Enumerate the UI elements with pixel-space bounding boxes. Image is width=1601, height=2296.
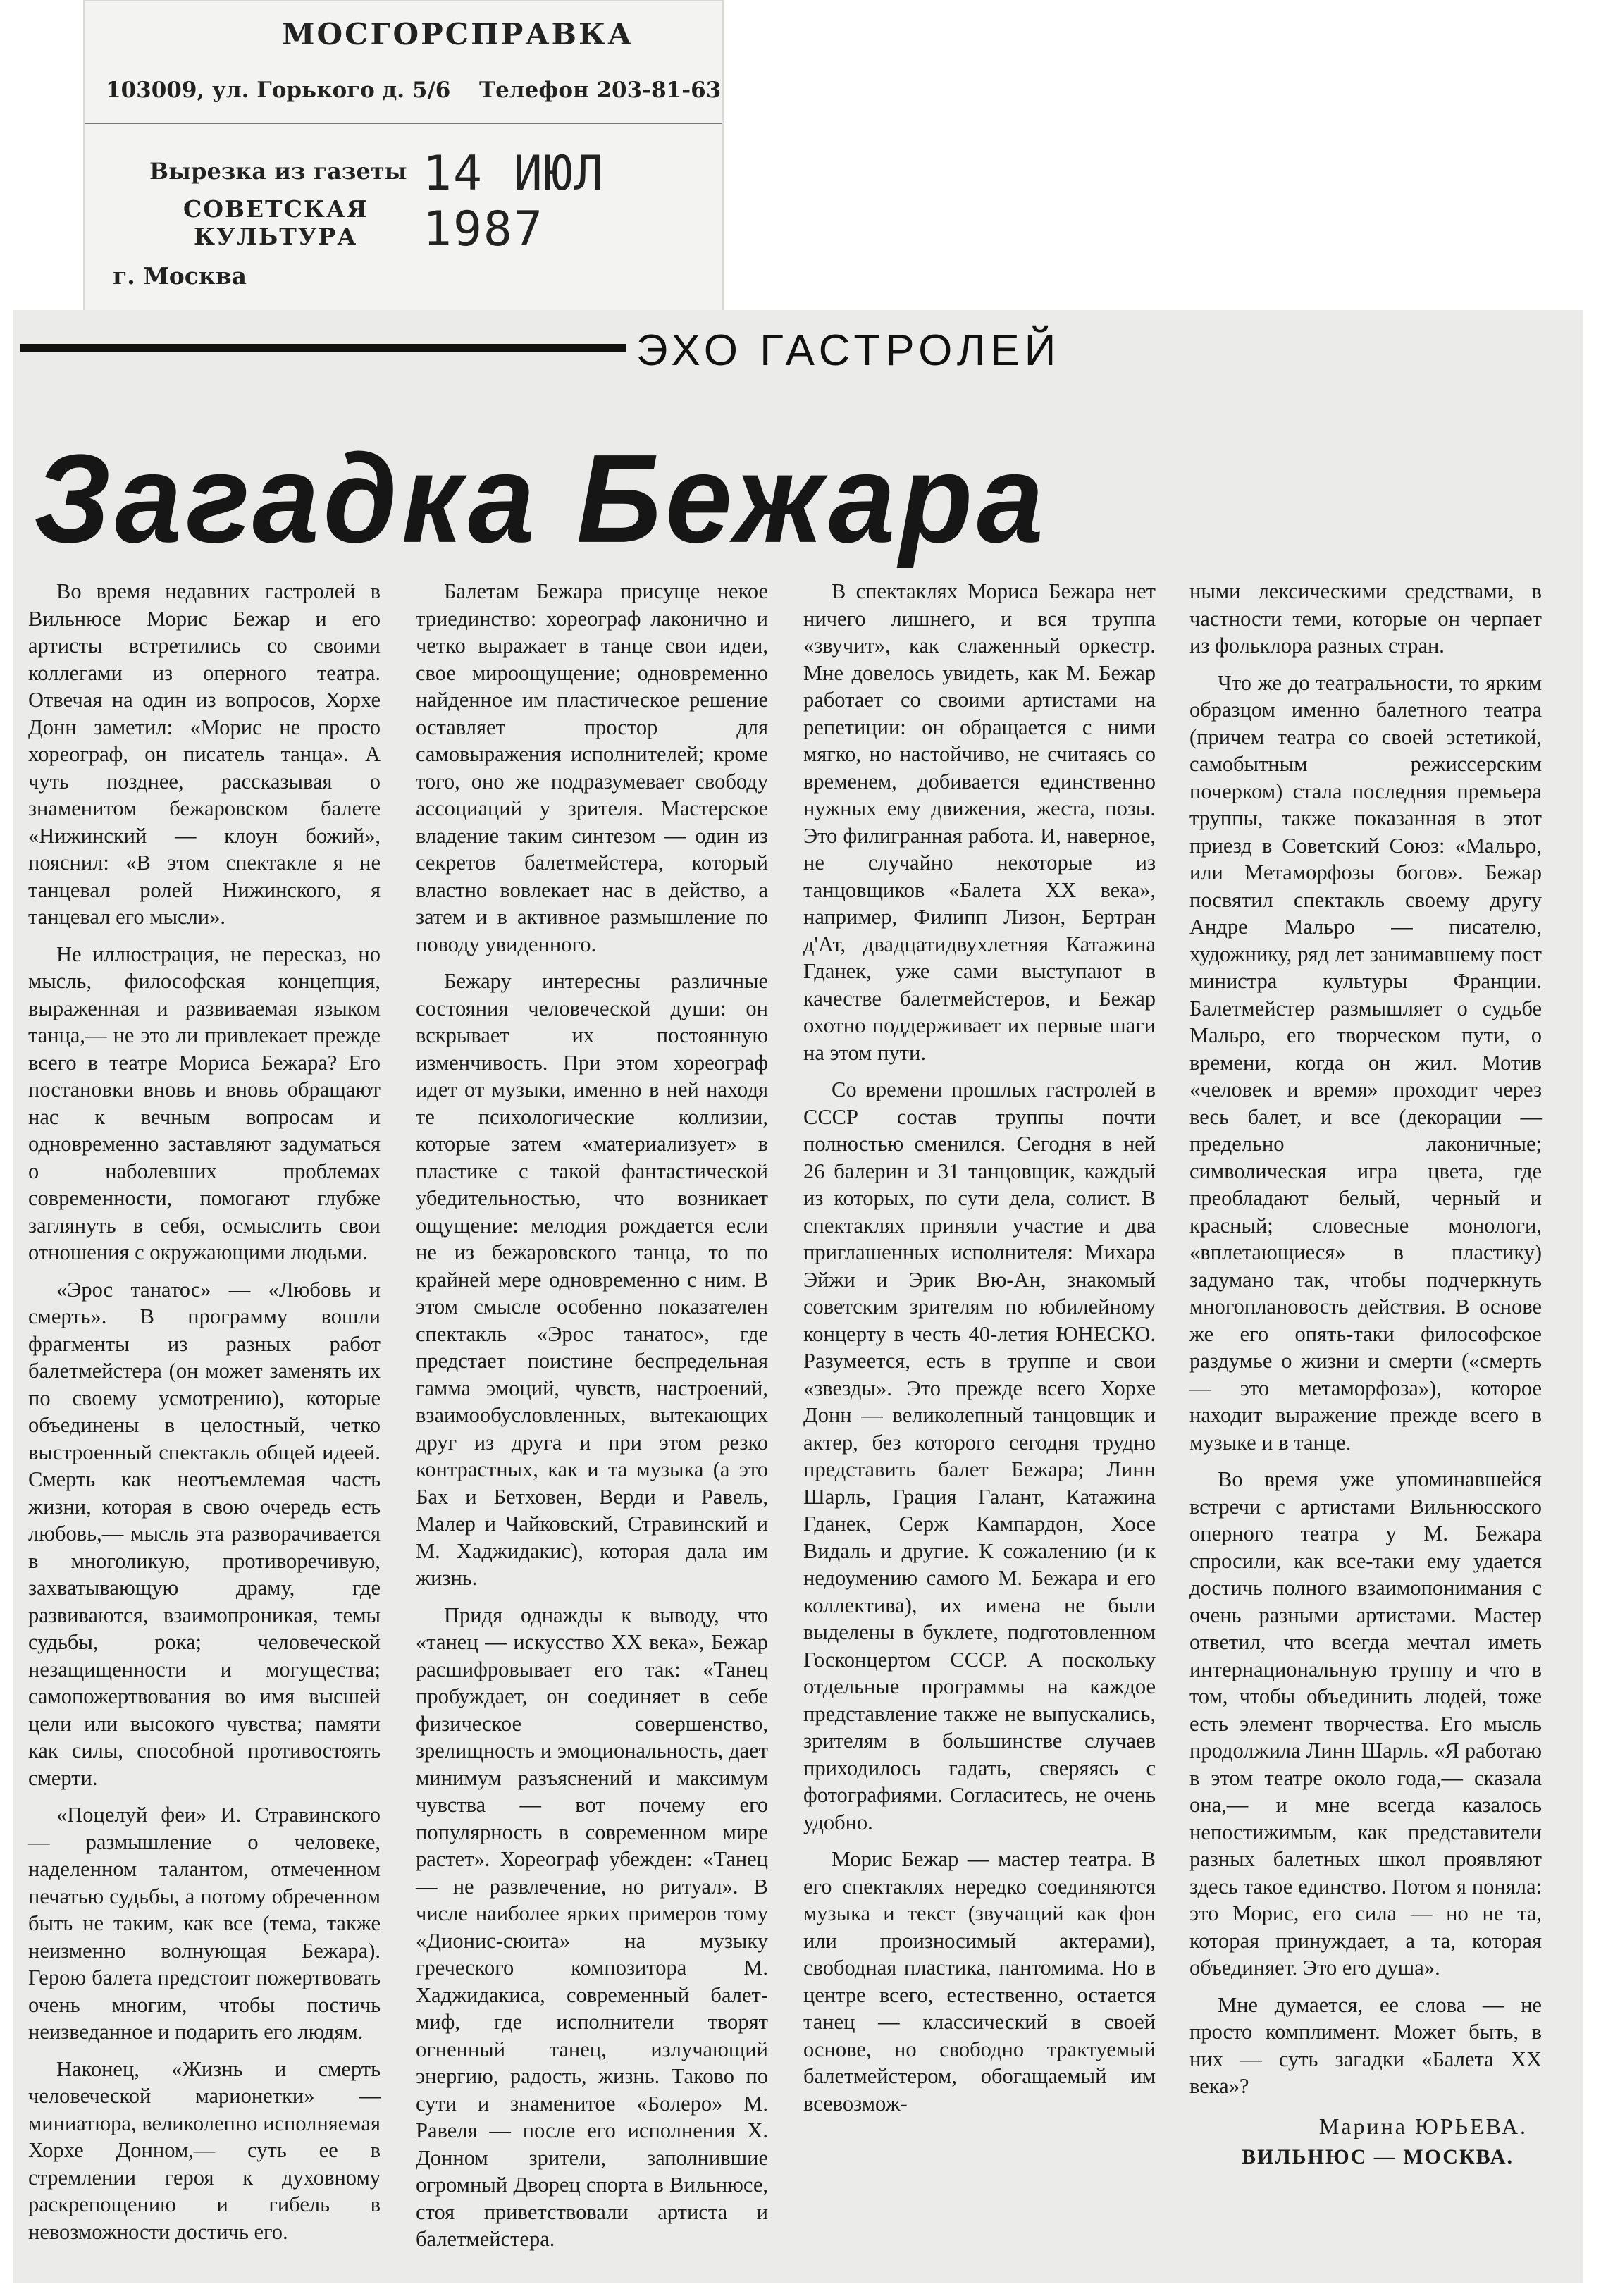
- article-column-2: [416, 578, 768, 2263]
- rubric: ЭХО ГАСТРОЛЕЙ: [636, 326, 1061, 375]
- stamp-divider: [85, 123, 722, 124]
- paragraph: ными лексическими средствами, в частности теми, которые он черпает из фольклора разных стран.: [1189, 579, 1542, 658]
- paragraph: «Эрос танатос» — «Любовь и смерть». В программу вошли фрагменты из разных работ балетмейстера (он может заменять их по своему усмотрению), которые объединены в целостный, четко выстроенный спектакль общей идеей. Смерть как неотъемлемая часть жизни, которая в свою очередь есть любовь,— мысль эта разворачивается в многоликую, противоречивую, захватывающую драму, где развиваются, взаимопроникая, темы судьбы, рока; человеческой незащищенности и могущества; самопожертвования во имя высшей цели или высокого чувства; памяти как силы, способной противостоять смерти.: [28, 1277, 381, 1790]
- article-column-4: [1189, 578, 1542, 2171]
- stamp-phone: Телефон 203-81-63: [479, 78, 722, 103]
- dateline-place: ВИЛЬНЮС — МОСКВА.: [1241, 2145, 1514, 2168]
- stamp-organization: МОСГОРСПРАВКА: [282, 17, 634, 51]
- author-byline: Марина ЮРЬЕВА.: [1318, 2113, 1528, 2139]
- article-column-3: [803, 578, 1156, 2127]
- stamp-newspaper-name-line2: КУЛЬТУРА: [194, 223, 358, 250]
- paragraph: «Поцелуй феи» И. Стравинского — размышление о человеке, наделенном талантом, отмеченном печатью судьбы, а потому обреченном быть не таким, как все (тема, также неизменно волнующая Бежара). Герою балета предстоит пожертвовать очень многим, чтобы постичь неизведанное и подарить его людям.: [28, 1803, 381, 2044]
- paragraph: Мне думается, ее слова — не просто комплимент. Может быть, в них — суть загадки «Балета XX века»?: [1189, 1992, 1542, 2098]
- paragraph: В спектаклях Мориса Бежара нет ничего лишнего, и вся труппа «звучит», как слаженный оркестр. Мне довелось увидеть, как М. Бежар работает со своими артистами на репетиции: он обращается с ними мягко, но настойчиво, не считаясь со временем, добивается единственно нужных ему движения, жеста, позы. Это филигранная работа. И, наверное, не случайно некоторые из танцовщиков «Балета XX века», например, Филипп Лизон, Бертран д'Ат, двадцатидвухлетняя Катажина Гданек, уже сами выступают в качестве балетмейстеров, и Бежар охотно поддерживает их первые шаги на этом пути.: [803, 579, 1156, 1065]
- archive-stamp: [83, 0, 724, 316]
- paragraph: Придя однажды к выводу, что «танец — искусство XX века», Бежар расшифровывает его так: «Танец пробуждает, он соединяет в себе физическое совершенство, зрелищность и эмоциональность, дает минимум разъяснений и максимум чувства — вот почему его популярность в современном мире растет». Хореограф убежден: «Танец — не развлечение, но ритуал». В числе наиболее ярких примеров тому «Дионис-сюита» на музыку греческого композитора М. Хаджидакиса, современный балет-миф, где исполнители творят огненный танец, излучающий энергию, радость, жизнь. Таково по сути и знаменитое «Болеро» М. Равеля — после его исполнения Х. Донном зрители, заполнившие огромный Дворец спорта в Вильнюсе, стоя приветствовали артиста и балетмейстера.: [416, 1603, 768, 2251]
- paragraph: Морис Бежар — мастер театра. В его спектаклях нередко соединяются музыка и текст (звучащий как фон или произносимый актерами), свободная пластика, пантомима. Но в центре всего, естественно, остается танец — классический в своей основе, но свободно трактуемый балетмейстером, обогащаемый им всевозмож-: [803, 1847, 1156, 2116]
- rubric-rule: [20, 344, 626, 352]
- stamp-city: г. Москва: [113, 262, 247, 290]
- paragraph: Со времени прошлых гастролей в СССР состав труппы почти полностью сменился. Сегодня в ней 26 балерин и 31 танцовщик, каждый из которых, по сути дела, солист. В спектаклях приняли участие и два приглашенных исполнителя: Михара Эйжи и Эрик Вю-Ан, знакомый советским зрителям по юбилейному концерту в честь 40-летия ЮНЕСКО. Разумеется, есть в труппе и свои «звезды». Это прежде всего Хорхе Донн — великолепный танцовщик и актер, без которого сегодня трудно представить балет Бежара; Линн Шарль, Грация Галант, Катажина Гданек, Серж Кампардон, Хосе Видаль и другие. К сожалению (и к недоумению самого М. Бежара и его коллектива), их имена не были выделены в буклете, подготовленном Госконцертом СССР. А поскольку отдельные программы на каждое представление также не выпускались, зрителям в большинстве случаев приходилось гадать, сверяясь с фотографиями. Согласитесь, не очень удобно.: [803, 1078, 1156, 1834]
- paragraph: Во время недавних гастролей в Вильнюсе Морис Бежар и его артисты встретились со своими коллегами из оперного театра. Отвечая на один из вопросов, Хорхе Донн заметил: «Морис не просто хореограф, он писатель танца». А чуть позднее, рассказывая о знаменитом бежаровском балете «Нижинский — клоун божий», пояснил: «В этом спектакле я не танцевал ролей Нижинского, я танцевал его мысли».: [28, 579, 381, 929]
- paragraph: Балетам Бежара присуще некое триединство: хореограф лаконично и четко выражает в танце свои идеи, свое мироощущение; одновременно найденное им пластическое решение оставляет простор для самовыражения исполнителей; кроме того, оно же подразумевает свободу ассоциаций у зрителя. Мастерское владение таким синтезом — один из секретов балетмейстера, который властно вовлекает нас в действо, а затем и в активное размышление по поводу увиденного.: [416, 579, 768, 956]
- article-column-1: [28, 578, 381, 2255]
- article-headline: Загадка Бежара: [34, 428, 1048, 569]
- stamp-address: 103009, ул. Горького д. 5/6: [106, 78, 451, 103]
- stamp-clipping-label: Вырезка из газеты: [149, 158, 407, 185]
- stamp-newspaper-name-line1: СОВЕТСКАЯ: [183, 195, 369, 223]
- paragraph: Бежару интересны различные состояния человеческой души: он вскрывает их постоянную изменчивость. При этом хореограф идет от музыки, именно в ней находя те психологические коллизии, которые затем «материализует» в пластике с такой фантастической убедительностью, что возникает ощущение: мелодия рождается если не из бежаровского танца, то по крайней мере одновременно с ним. В этом смысле особенно показателен спектакль «Эрос танатос», где предстает поистине беспредельная гамма эмоций, чувств, настроений, взаимообусловленных, вытекающих друг из друга и при этом резко контрастных, как и та музыка (а это Бах и Бетховен, Верди и Равель, Малер и Чайковский, Стравинский и М. Хаджидакис), которая дала им жизнь.: [416, 969, 768, 1590]
- paragraph: Не иллюстрация, не пересказ, но мысль, философская концепция, выраженная и развиваемая языком танца,— не это ли привлекает прежде всего в театре Мориса Бежара? Его постановки вновь и вновь обращают нас к вечным вопросам и одновременно заставляют задуматься о наболевших проблемах современности, помогают глубже заглянуть в себя, осмыслить свои отношения с окружающими людьми.: [28, 942, 381, 1264]
- stamp-date: 14 ИЮЛ 1987: [423, 146, 605, 257]
- newspaper-clipping: [13, 310, 1583, 2283]
- paragraph: Во время уже упоминавшейся встречи с артистами Вильнюсского оперного театра у М. Бежара спросили, как все-таки ему удается достичь полного взаимопонимания с очень разными артистами. Мастер ответил, что всегда мечтал иметь интернациональную труппу и что в том, чтобы объединить людей, тоже есть элемент творчества. Его мысль продолжила Линн Шарль. «Я работаю в этом театре около года,— сказала она,— и мне всегда казалось непостижимым, как представители разных балетных школ проявляют здесь такое единство. Потом я поняла: это Морис, его сила — но не та, которая принуждает, а та, которая объединяет. Это его душа».: [1189, 1467, 1542, 1980]
- paragraph: Наконец, «Жизнь и смерть человеческой марионетки» — миниатюра, великолепно исполняемая Хорхе Донном,— суть ее в стремлении героя к духовному раскрепощению и гибель в невозможности достичь его.: [28, 2056, 381, 2244]
- paragraph: Что же до театральности, то ярким образцом именно балетного театра (причем театра со своей эстетикой, самобытным режиссерским почерком) стала последняя премьера труппы, также показанная в этот приезд в Советский Союз: «Мальро, или Метаморфозы богов». Бежар посвятил спектакль своему другу Андре Мальро — писателю, художнику, ряд лет занимавшему пост министра культуры Франции. Балетмейстер размышляет о судьбе Мальро, его творческом пути, о времени, когда он жил. Мотив «человек и время» проходит через весь балет, и все (декорации — предельно лаконичные; символическая игра цвета, где преобладают белый, черный и красный; словесные монологи, «вплетающиеся» в пластику) задумано так, чтобы подчеркнуть многоплановость действия. В основе же его опять-таки философское раздумье о жизни и смерти («смерть — это метаморфоза»), которое находит выражение прежде всего в музыке и в танце.: [1189, 670, 1542, 1455]
